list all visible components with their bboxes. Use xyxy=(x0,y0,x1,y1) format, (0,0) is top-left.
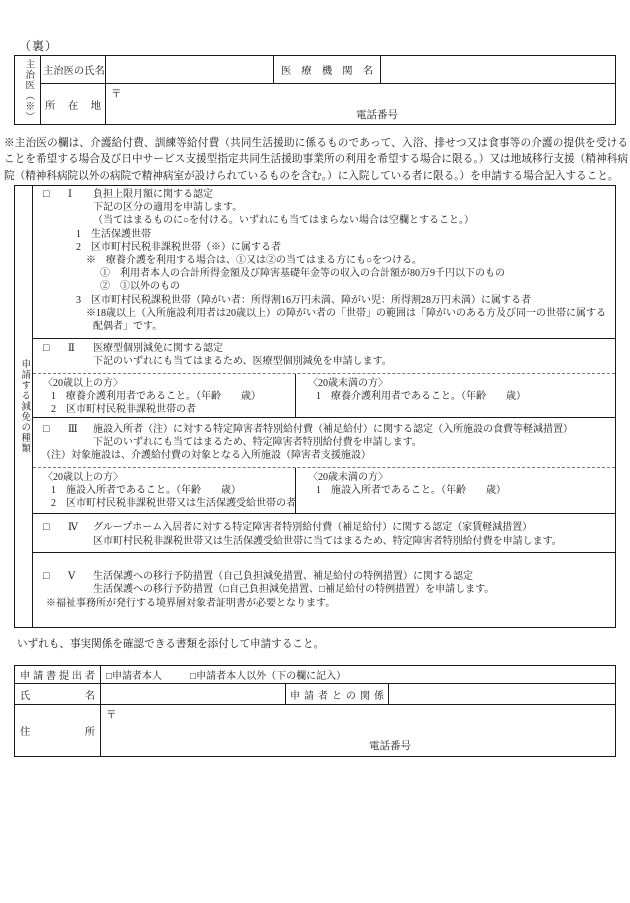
section-1-note: ※18歳以上（入所施設利用者は20歳以上）の障がい者の「世帯」の範囲は「障がいのある方及び同一の世帯に属する配偶者」です。 xyxy=(86,307,606,333)
section-1-checkbox[interactable]: □ xyxy=(43,189,50,200)
section-1-numeral: Ⅰ xyxy=(68,189,72,200)
submitter-address-field[interactable] xyxy=(101,705,615,756)
relation-label: 申請者との関係 xyxy=(286,684,389,704)
section-5-numeral: Ⅴ xyxy=(68,571,76,583)
doctor-address-label: 所在地 xyxy=(41,84,106,124)
medical-org-label: 医療機関名 xyxy=(274,56,381,83)
section-3-under20-column xyxy=(296,468,615,514)
column-item: 2 区市町村民税非課税世帯又は生活保護受給世帯の者 xyxy=(51,497,296,509)
doctor-row-label: 主治医（※） xyxy=(23,58,34,122)
section-2-under20-column xyxy=(296,374,615,417)
postal-mark-icon: 〒 xyxy=(111,89,122,100)
section-4-title: グループホーム入居者に対する特定障害者特別給付費（補足給付）に関する認定（家賃軽減措置） xyxy=(93,522,533,534)
section-1-subitem: ① 利用者本人の合計所得金額及び障害基礎年金等の収入の合計額が80万9千円以下のもの xyxy=(100,268,505,280)
postal-mark-icon: 〒 xyxy=(106,710,117,721)
section-4-numeral: Ⅳ xyxy=(68,522,78,534)
doctor-row-label-cell xyxy=(15,56,41,124)
section-1-title: 負担上限月額に関する認定 xyxy=(93,189,213,200)
section-1-item: 2 区市町村民税非課税世帯（※）に属する者 xyxy=(76,241,281,253)
column-item: 1 療養介護利用者であること。（年齢 歳） xyxy=(51,390,261,402)
submitter-other-checkbox[interactable]: □申請者本人以外（下の欄に記入） xyxy=(190,671,347,682)
reduction-table xyxy=(14,185,616,628)
doctor-name-label: 主治医の氏名 xyxy=(41,56,106,83)
column-item: 1 施設入所者であること。（年齢 歳） xyxy=(51,484,241,496)
page-side-label: （裏） xyxy=(19,39,59,53)
section-3-line: 下記のいずれにも当てはまるため、特定障害者特別給付費を申請します。 xyxy=(93,437,422,449)
section-5-note: ※福祉事務所が発行する境界層対象者証明書が必要となります。 xyxy=(46,597,336,609)
submitter-table xyxy=(14,665,616,757)
section-3-over20-column xyxy=(33,468,296,514)
section-3-age-columns xyxy=(33,467,615,514)
submitter-phone-label: 電話番号 xyxy=(369,741,411,752)
section-4-checkbox[interactable]: □ xyxy=(43,522,50,534)
column-item: 1 施設入所者であること。（年齢 歳） xyxy=(316,484,506,496)
column-header: 〈20歳未満の方〉 xyxy=(308,377,388,389)
relation-field[interactable] xyxy=(389,684,615,704)
submitter-name-field[interactable] xyxy=(101,684,286,704)
section-3-checkbox[interactable]: □ xyxy=(43,423,50,435)
submitter-row-label: 申請書提出者 xyxy=(15,666,101,683)
section-3-title: 施設入所者（注）に対する特定障害者特別給付費（補足給付）に関する認定（入所施設の食費等軽減措置） xyxy=(93,423,573,435)
doctor-name-field[interactable] xyxy=(106,56,274,83)
section-5-title: 生活保護への移行予防措置（自己負担減免措置、補足給付の特例措置）に関する認定 xyxy=(93,571,473,583)
section-2-title: 医療型個別減免に関する認定 xyxy=(93,343,223,355)
section-1 xyxy=(33,186,615,338)
section-4 xyxy=(33,513,615,552)
doctor-table xyxy=(14,55,616,125)
section-2-age-columns xyxy=(33,373,615,417)
reduction-row-label: 申請する減免の種類 xyxy=(19,359,30,454)
medical-org-field[interactable] xyxy=(381,56,615,83)
section-2-over20-column xyxy=(33,374,296,417)
column-header: 〈20歳以上の方〉 xyxy=(43,377,123,389)
section-1-item: 1 生活保護世帯 xyxy=(76,228,151,240)
doctor-note: ※主治医の欄は、介護給付費、訓練等給付費（共同生活援助に係るものであって、入浴、排せつ又は食事等の介護の提供を受けることを希望する場合及び日中サービス支援型指定共同生活援助事業所の利用を希望する場合に限る。）又は地域移行支援（精神科病院（精神科病院以外の病院で精神病室が設けられているものを含む。）に入院している者に限る。）を申請する場合記入すること。 xyxy=(4,138,628,182)
section-2-line: 下記のいずれにも当てはまるため、医療型個別減免を申請します。 xyxy=(93,356,392,368)
column-item: 1 療養介護利用者であること。（年齢 歳） xyxy=(316,390,526,402)
section-1-note: ※ 療養介護を利用する場合は、①又は②の当てはまる方にも○をつける。 xyxy=(86,255,423,267)
attach-note: いずれも、事実関係を確認できる書類を添付して申請すること。 xyxy=(17,639,325,650)
section-3-numeral: Ⅲ xyxy=(68,423,78,435)
submitter-address-label: 住所 xyxy=(15,705,101,756)
submitter-name-label: 氏名 xyxy=(15,684,101,704)
section-5-line: 生活保護への移行予防措置（□自己負担減免措置、□補足給付の特例措置）を申請します。 xyxy=(93,584,495,596)
section-2-numeral: Ⅱ xyxy=(68,343,75,355)
section-3 xyxy=(33,417,615,514)
section-1-line: 下記の区分の適用を申請します。 xyxy=(93,202,243,214)
section-1-item: 3 区市町村民税課税世帯（障がい者：所得割16万円未満、障がい児：所得割28万円未満）に属する者 xyxy=(76,294,531,306)
section-5-checkbox[interactable]: □ xyxy=(43,571,50,583)
column-header: 〈20歳以上の方〉 xyxy=(43,471,123,483)
column-header: 〈20歳未満の方〉 xyxy=(308,471,388,483)
section-2 xyxy=(33,338,615,417)
doctor-address-field[interactable] xyxy=(106,84,615,124)
reduction-row-label-cell xyxy=(15,186,33,627)
section-1-subitem: ② ①以外のもの xyxy=(100,281,180,293)
section-2-checkbox[interactable]: □ xyxy=(43,343,50,355)
section-4-line: 区市町村民税非課税世帯又は生活保護受給世帯に当てはまるため、特定障害者特別給付費を申請します。 xyxy=(93,535,562,547)
section-3-note: （注）対象施設は、介護給付費の対象となる入所施設（障害者支援施設） xyxy=(41,450,371,462)
section-5 xyxy=(33,552,615,627)
column-item: 2 区市町村民税非課税世帯の者 xyxy=(51,404,196,416)
doctor-phone-label: 電話番号 xyxy=(356,110,398,121)
submitter-self-checkbox[interactable]: □申請者本人 xyxy=(106,671,163,682)
section-1-line: （当てはまるものに○を付ける。いずれにも当てはまらない場合は空欄とすること。） xyxy=(93,215,475,227)
